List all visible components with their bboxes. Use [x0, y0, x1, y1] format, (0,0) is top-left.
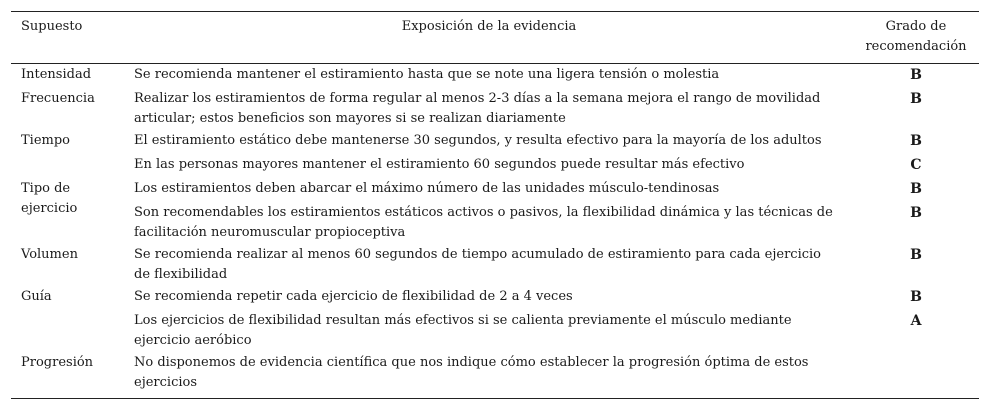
table-top-rule [11, 11, 979, 12]
row-supuesto: Volumen [21, 247, 78, 262]
header-supuesto: Supuesto [21, 19, 83, 34]
row-grado: B [910, 133, 922, 149]
row-evidencia: Realizar los estiramientos de forma regular al menos 2-3 días a la semana mejora el rango de movilidad articular; estos beneficios son mayores si se realizan diariamente [134, 91, 821, 126]
row-evidencia: No disponemos de evidencia científica que nos indique cómo establecer la progresión óptima de estos ejercicios [134, 355, 809, 390]
row-supuesto: Tipo de ejercicio [21, 181, 78, 216]
row-evidencia: Son recomendables los estiramientos estáticos activos o pasivos, la flexibilidad dinámica y las técnicas de facilitación neuromuscular propioceptiva [134, 205, 833, 240]
row-supuesto: Frecuencia [21, 91, 95, 106]
table-bottom-rule [11, 398, 979, 399]
row-grado: A [910, 313, 922, 329]
row-supuesto: Guía [21, 289, 52, 304]
row-grado: B [910, 289, 922, 305]
row-evidencia: El estiramiento estático debe mantenerse 30 segundos, y resulta efectivo para la mayoría de los adultos [134, 133, 822, 148]
row-evidencia: Se recomienda mantener el estiramiento hasta que se note una ligera tensión o molestia [134, 67, 720, 82]
row-grado: B [910, 91, 922, 107]
row-grado: B [910, 205, 922, 221]
row-evidencia: En las personas mayores mantener el estiramiento 60 segundos puede resultar más efectivo [134, 157, 745, 172]
header-grado [853, 17, 979, 57]
row-evidencia: Los estiramientos deben abarcar el máximo número de las unidades músculo-tendinosas [134, 181, 720, 196]
header-grado-line1: Grado de [885, 19, 947, 34]
row-grado: B [910, 247, 922, 263]
row-evidencia: Se recomienda repetir cada ejercicio de flexibilidad de 2 a 4 veces [134, 289, 573, 304]
header-exposicion: Exposición de la evidencia [401, 19, 577, 34]
header-grado-line2: recomendación [865, 39, 967, 54]
row-grado: B [910, 67, 922, 83]
row-supuesto: Intensidad [21, 67, 92, 82]
row-supuesto: Progresión [21, 355, 94, 370]
row-evidencia: Los ejercicios de flexibilidad resultan más efectivos si se calienta previamente el músculo mediante ejercicio aeróbico [134, 313, 792, 348]
table-header-rule [11, 63, 979, 64]
row-grado: B [910, 181, 922, 197]
row-supuesto: Tiempo [21, 133, 70, 148]
row-grado: C [910, 157, 922, 173]
row-evidencia: Se recomienda realizar al menos 60 segundos de tiempo acumulado de estiramiento para cada ejercicio de flexibilidad [134, 247, 822, 282]
